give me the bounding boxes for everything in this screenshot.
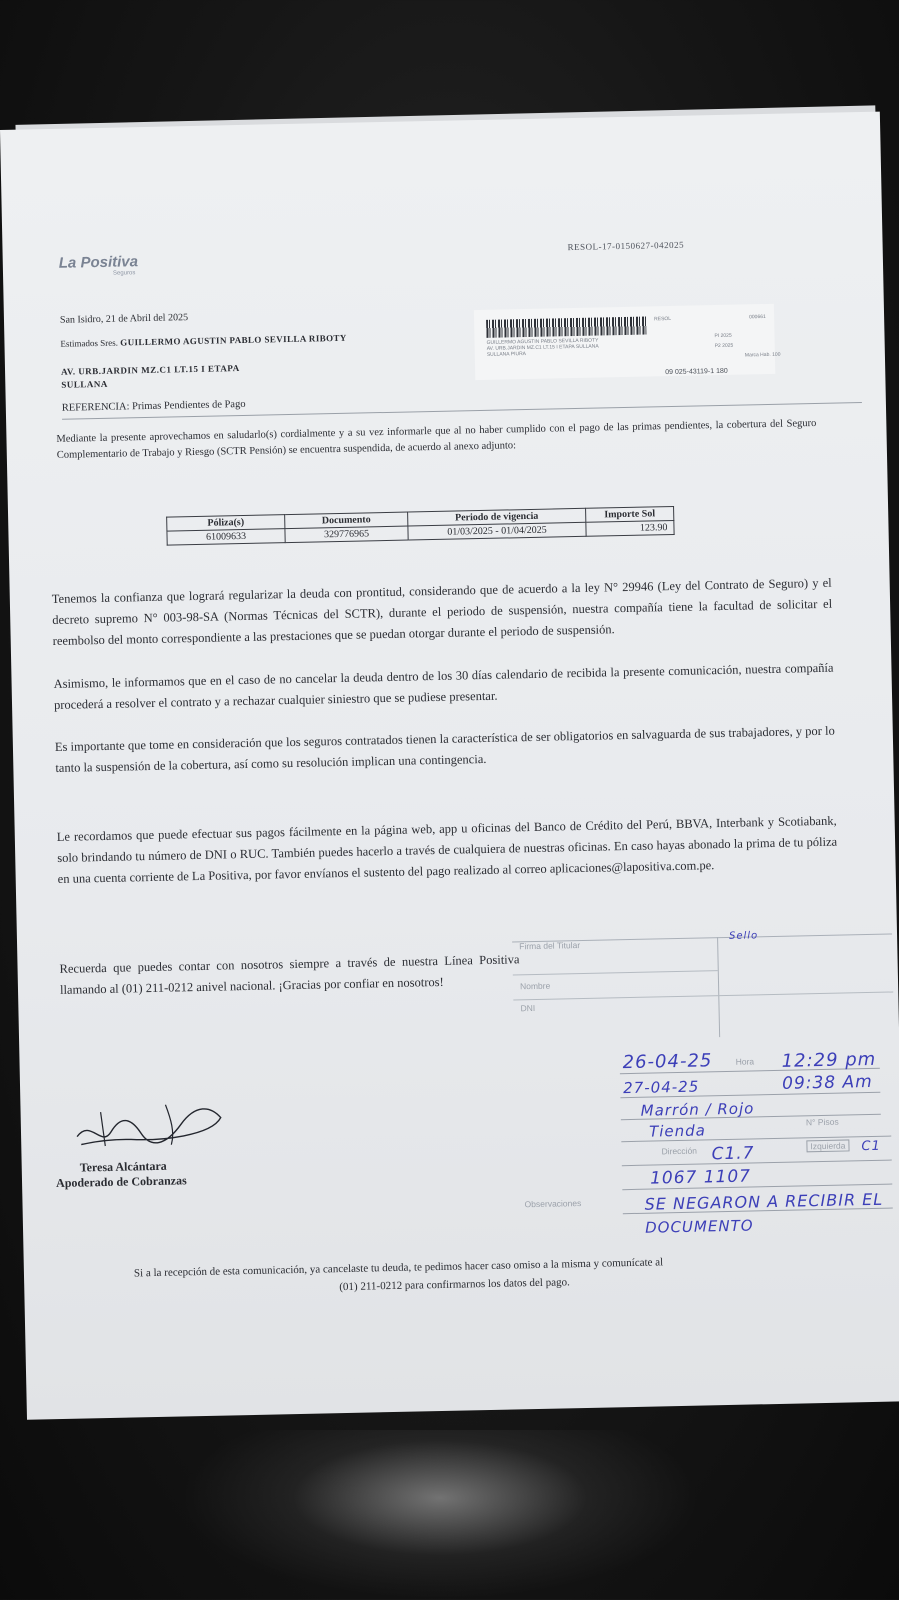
reference-line: REFERENCIA: Primas Pendientes de Pago: [61, 398, 246, 414]
label-p2: P2 2025: [714, 342, 734, 350]
paragraph-importance: Es importante que tome en consideración que los seguros contratados tienen la característica de ser obligatorios en salvaguarda de sus trabajadores, y por lo tanto la suspensión de la cobertura, así como su resolución implican una contingencia.: [54, 723, 835, 775]
address-line-1: AV. URB.JARDIN MZ.C1 LT.15 I ETAPA: [60, 363, 240, 377]
paragraph-law: Tenemos la confianza que logrará regularizar la deuda con prontitud, considerando que de acuerdo a la ley N° 29946 (Ley del Contrato de Seguro) y el decreto supremo N° 003-98-SA (Normas Técnicas del SCTR), durante el periodo de suspensión, nuestra compañía tiene la facultad de solicitar el reembolso del monto correspondiente a las prestaciones que se puedan otorgar durante el periodo de suspensión.: [51, 575, 833, 649]
address-line-2: SULLANA: [61, 378, 108, 390]
label-line-1: GUILLERMO AGUSTIN PABLO SEVILLA RIBOTY: [486, 337, 599, 346]
form-label-signature: Firma del Titular: [519, 940, 581, 952]
table-header: Periodo de vigencia: [408, 508, 586, 526]
handwritten-number: 1067 1107: [649, 1166, 752, 1189]
intro-paragraph: Mediante la presente aprovechamos en saludarlo(s) cordialmente y a su vez informarle que al no haber cumplido con el pago de las primas pendientes, la cobertura del Seguro Complementario de Trabajo y Riesgo (SCTR Pensión) se encuentra suspendida, de acuerdo al anexo adjunto:: [56, 417, 817, 461]
table-cell: 61009633: [167, 529, 285, 545]
signature-icon: [70, 1095, 231, 1158]
barcode-icon: [486, 317, 646, 338]
table-header: Importe Sol: [586, 506, 674, 522]
light-glare: [180, 1430, 700, 1600]
date-line: San Isidro, 21 de Abril del 2025: [59, 312, 189, 326]
label-tag: RESOL: [654, 315, 672, 323]
form-label-direccion: Dirección: [661, 1145, 698, 1157]
signer-role: Apoderado de Cobranzas: [55, 1173, 187, 1191]
handwritten-material: Marrón / Rojo: [640, 1099, 755, 1120]
label-number: 000661: [749, 314, 766, 321]
signer-name: Teresa Alcántara: [79, 1158, 167, 1175]
handwritten-note-2: DOCUMENTO: [644, 1216, 754, 1237]
label-pm: Marca Hab. 100: [744, 351, 781, 359]
form-label-dni: DNI: [520, 1002, 536, 1014]
company-logo-sub: Seguros: [112, 270, 136, 277]
handwritten-time-2: 09:38 Am: [781, 1071, 873, 1094]
table-cell: 01/03/2025 - 01/04/2025: [408, 522, 586, 540]
handwritten-address-ref: C1.7: [711, 1143, 755, 1165]
handwritten-time-1: 12:29 pm: [781, 1048, 877, 1072]
addressee-name: GUILLERMO AGUSTIN PABLO SEVILLA RIBOTY: [120, 332, 347, 348]
table-cell: 329776965: [285, 526, 408, 543]
handwritten-type: Tienda: [648, 1121, 707, 1141]
salutation-prefix: Estimados Sres.: [60, 337, 119, 349]
footer-line-1: Si a la recepción de esta comunicación, ya cancelaste tu deuda, te pedimos hacer caso omiso a la misma y comunícate al: [133, 1256, 664, 1280]
form-line: [622, 1160, 892, 1167]
paragraph-contact: Recuerda que puedes contar con nosotros siempre a través de nuestra Línea Positiva llamando al (01) 211-0212 anivel nacional. ¡Gracias por confiar en nosotros!: [59, 952, 520, 997]
company-logo: La Positiva: [58, 253, 139, 272]
handwritten-date-1: 26-04-25: [622, 1050, 713, 1074]
form-label-hora: Hora: [735, 1056, 755, 1067]
label-code: 09 025-43119-1 180: [665, 367, 728, 377]
form-label-observaciones: Observaciones: [524, 1198, 582, 1210]
table-header: Póliza(s): [167, 515, 285, 531]
handwritten-date-2: 27-04-25: [623, 1077, 700, 1098]
handwritten-note-1: SE NEGARON A RECIBIR EL: [644, 1189, 884, 1214]
label-p1: PI 2025: [714, 332, 732, 340]
policy-table: [166, 506, 674, 546]
table-header: Documento: [285, 512, 408, 529]
label-line-2: AV. URB.JARDIN MZ.C1 LT.15 I ETAPA SULLANA: [486, 343, 599, 352]
footer-line-2: (01) 211-0212 para confirmarnos los datos del pago.: [339, 1276, 570, 1294]
table-cell: 123.90: [586, 520, 674, 536]
form-label-pisos: N° Pisos: [805, 1116, 839, 1128]
letter-sheet: [0, 112, 899, 1420]
resolution-code: RESOL-17-0150627-042025: [567, 239, 685, 253]
paragraph-payment: Le recordamos que puede efectuar sus pagos fácilmente en la página web, app u oficinas del Banco de Crédito del Perú, BBVA, Interbank y Scotiabank, solo brindando tu número de DNI o RUC. También puedes hacerlo a través de cualquiera de nuestras oficinas. En caso hayas abonado la prima de tu póliza en una cuenta corriente de La Positiva, por favor envíanos el sustento del pago realizado al correo aplicaciones@lapositiva.com.pe.: [56, 813, 838, 886]
form-label-name: Nombre: [519, 980, 551, 992]
handwritten-izq-value: C1: [861, 1138, 881, 1155]
handwritten-stamp: Sello: [728, 930, 759, 942]
label-line-3: SULLANA PIURA: [486, 351, 527, 358]
addressee: [60, 333, 346, 349]
form-label-izquierda: Izquierda: [806, 1139, 849, 1152]
paragraph-30-days: Asimismo, le informamos que en el caso de no cancelar la deuda dentro de los 30 días calendario de recibida la presente comunicación, nuestra compañía procederá a resolver el contrato y a rechazar cualquier siniestro que se pudiese presentar.: [53, 660, 834, 712]
